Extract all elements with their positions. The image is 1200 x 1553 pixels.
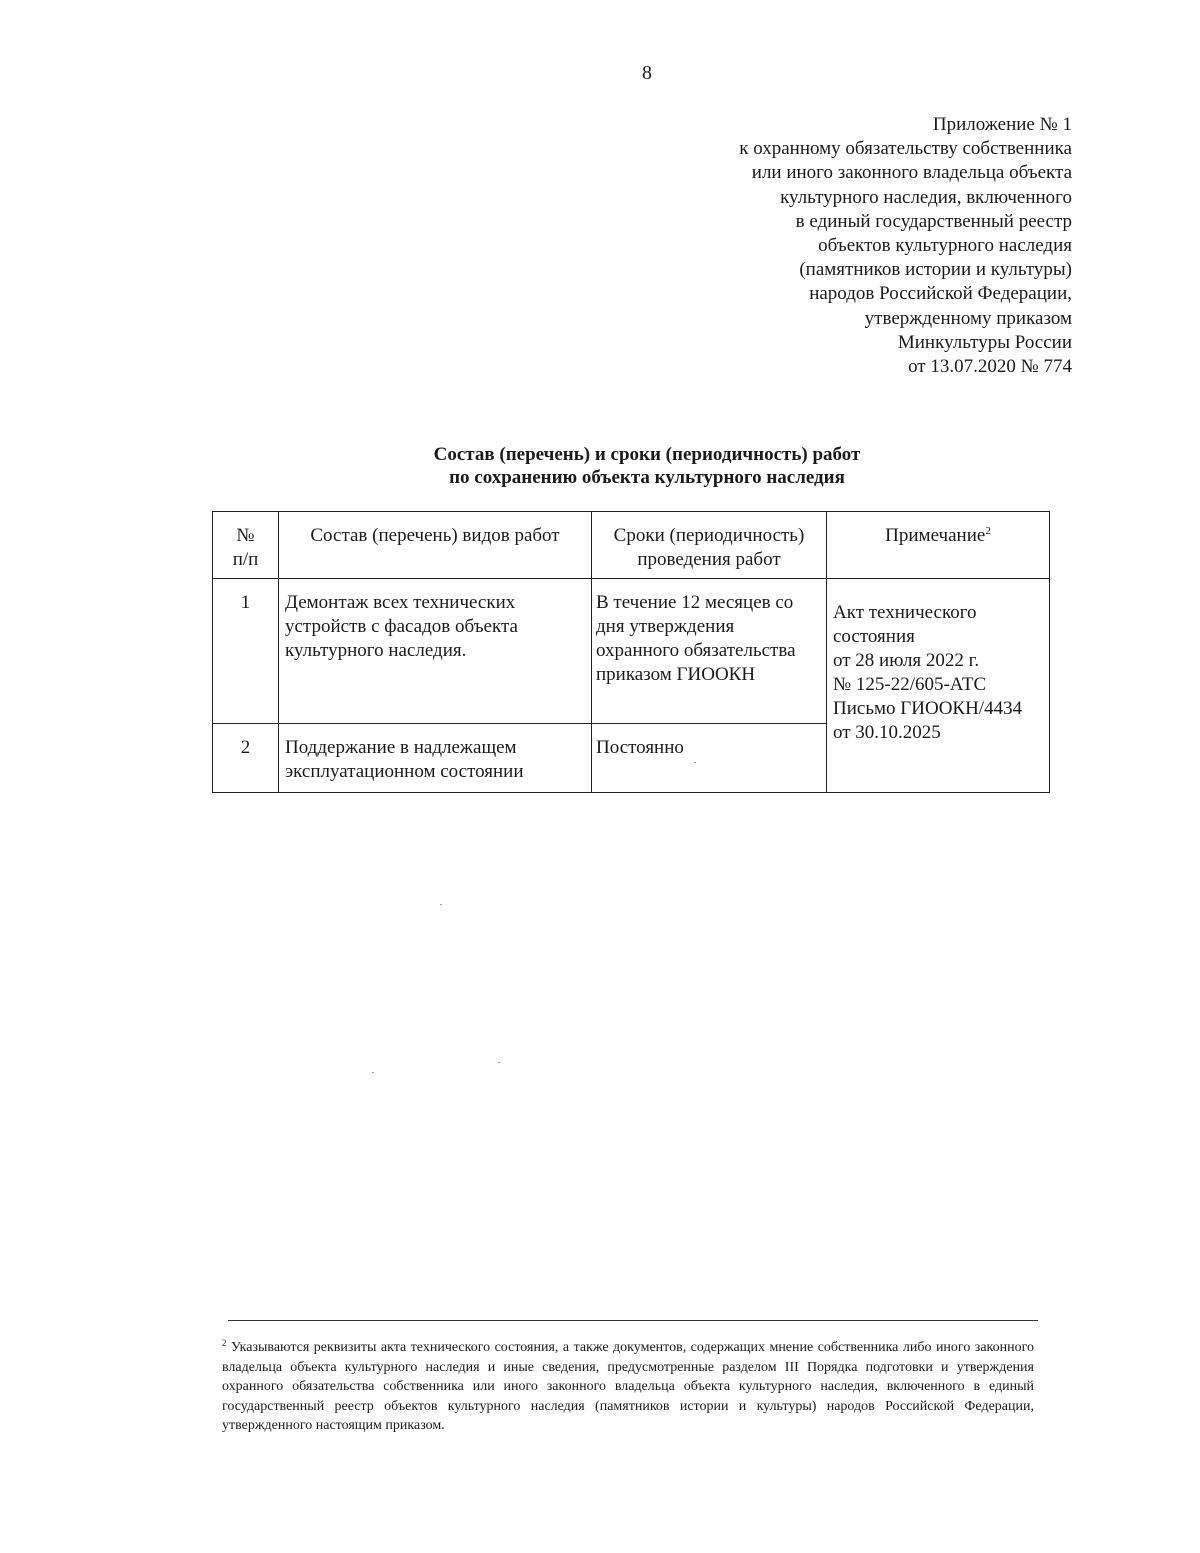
header-note-label: Примечание xyxy=(885,525,986,546)
row-number: 2 xyxy=(213,724,279,793)
title-line-2: по сохранению объекта культурного наследия xyxy=(449,467,845,488)
document-title xyxy=(0,443,1200,489)
footnote-divider xyxy=(228,1320,1038,1321)
row-works: Демонтаж всех технических устройств с фасадов объекта культурного наследия. xyxy=(279,579,592,724)
row-works: Поддержание в надлежащем эксплуатационном состоянии xyxy=(279,724,592,793)
note-line: от 28 июля 2022 г. xyxy=(833,650,980,671)
row-terms: В течение 12 месяцев со дня утверждения охранного обязательства приказом ГИООКН xyxy=(592,579,827,724)
header-works: Состав (перечень) видов работ xyxy=(279,512,592,579)
header-terms: Сроки (периодичность) проведения работ xyxy=(592,512,827,579)
title-line-1: Состав (перечень) и сроки (периодичность) работ xyxy=(433,444,861,465)
row-terms: Постоянно xyxy=(592,724,827,793)
appendix-header xyxy=(652,113,1072,379)
footnote xyxy=(222,1338,1034,1436)
header-num-symbol: № xyxy=(236,525,255,546)
row-number: 1 xyxy=(213,579,279,724)
row-note xyxy=(827,579,1050,793)
table-header-row xyxy=(213,512,1050,579)
header-num-label: п/п xyxy=(232,549,259,570)
header-note xyxy=(827,512,1050,579)
appendix-line: в единый государственный реестр xyxy=(795,210,1072,232)
appendix-line: Приложение № 1 xyxy=(932,114,1072,135)
note-line: от 30.10.2025 xyxy=(833,722,941,743)
scan-speck xyxy=(498,1062,500,1063)
table-row xyxy=(213,579,1050,724)
scan-speck xyxy=(372,1072,374,1073)
note-line: Письмо ГИООКН/4434 xyxy=(833,698,1023,719)
appendix-line: или иного законного владельца объекта xyxy=(751,162,1072,184)
footnote-number: 2 xyxy=(222,1338,227,1348)
scan-speck xyxy=(440,904,442,905)
footnote-ref: 2 xyxy=(985,525,991,537)
appendix-line: народов Российской Федерации, xyxy=(809,283,1072,305)
appendix-line: культурного наследия, включенного xyxy=(780,186,1072,208)
appendix-line: Минкультуры России xyxy=(897,331,1072,353)
note-line: Акт технического состояния xyxy=(833,602,977,647)
appendix-line: объектов культурного наследия xyxy=(818,235,1072,257)
note-line: № 125-22/605-АТС xyxy=(833,674,987,695)
footnote-text: Указываются реквизиты акта технического состояния, а также документов, содержащих мнение собственника либо иного законного владельца объекта культурного наследия и иные сведения, предусмотренные разделом III Порядка подготовки и утверждения охранного обязательства собственника или иного законного владельца объекта культурного наследия, включенного в единый государственный реестр объектов культурного наследия (памятников истории и культуры) народов Российской Федерации, утвержденного настоящим приказом. xyxy=(222,1340,1035,1434)
page-number: 8 xyxy=(642,62,652,84)
works-table xyxy=(212,511,1050,793)
header-num xyxy=(213,512,279,579)
appendix-line: к охранному обязательству собственника xyxy=(739,138,1072,160)
appendix-line: от 13.07.2020 № 774 xyxy=(908,356,1072,378)
scan-speck xyxy=(694,762,696,763)
appendix-line: утвержденному приказом xyxy=(864,307,1072,329)
appendix-line: (памятников истории и культуры) xyxy=(799,259,1072,281)
